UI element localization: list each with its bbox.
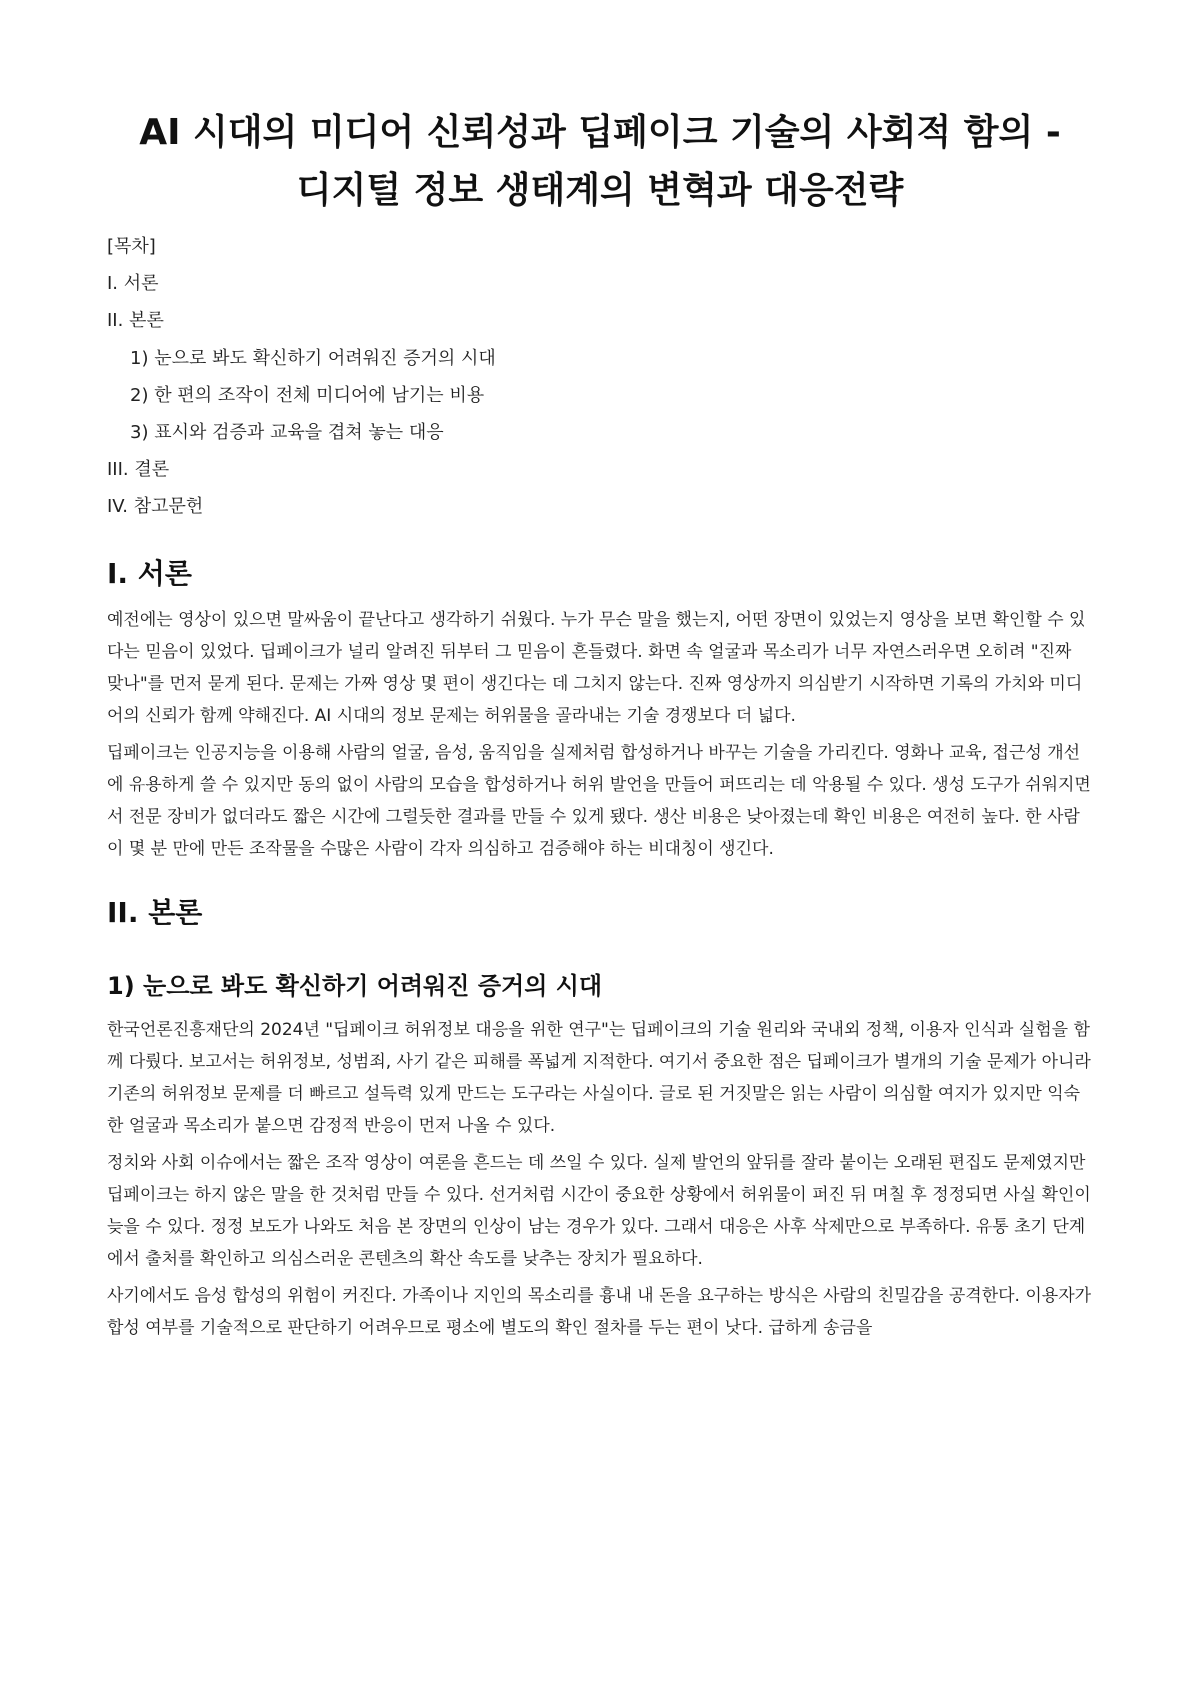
paragraph: 정치와 사회 이슈에서는 짧은 조작 영상이 여론을 흔드는 데 쓰일 수 있다. 실제 발언의 앞뒤를 잘라 붙이는 오래된 편집도 문제였지만 딥페이크는 하지 않은 말을 한 것처럼 만들 수 있다. 선거처럼 시간이 중요한 상황에서 허위물이 퍼진 뒤 며칠 후 정정되면 사실 확인이 늦을 수 있다. 정정 보도가 나와도 처음 본 장면의 인상이 남는 경우가 있다. 그래서 대응은 사후 삭제만으로 부족하다. 유통 초기 단계에서 출처를 확인하고 의심스러운 콘텐츠의 확산 속도를 낮추는 장치가 필요하다. [107,1152,1091,1269]
toc-item-body-2: 2) 한 편의 조작이 전체 미디어에 남기는 비용 [130,384,485,406]
toc-item-body-1: 1) 눈으로 봐도 확신하기 어려워진 증거의 시대 [130,347,496,369]
toc-item-body-3: 3) 표시와 검증과 교육을 겹쳐 놓는 대응 [130,422,444,444]
paragraph: 한국언론진흥재단의 2024년 "딥페이크 허위정보 대응을 위한 연구"는 딥페이크의 기술 원리와 국내외 정책, 이용자 인식과 실험을 함께 다뤘다. 보고서는 허위정보, 성범죄, 사기 같은 피해를 폭넓게 지적한다. 여기서 중요한 점은 딥페이크가 별개의 기술 문제가 아니라 기존의 허위정보 문제를 더 빠르고 설득력 있게 만드는 도구라는 사실이다. 글로 된 거짓말은 읽는 사람이 의심할 여지가 있지만 익숙한 얼굴과 목소리가 붙으면 감정적 반응이 먼저 나올 수 있다. [107,1019,1091,1136]
paragraph: 사기에서도 음성 합성의 위험이 커진다. 가족이나 지인의 목소리를 흉내 내 돈을 요구하는 방식은 사람의 친밀감을 공격한다. 이용자가 합성 여부를 기술적으로 판단하기 어려우므로 평소에 별도의 확인 절차를 두는 편이 낫다. 급하게 송금을 [107,1285,1092,1338]
subsection-heading: 1) 눈으로 봐도 확신하기 어려워진 증거의 시대 [107,971,603,1000]
section-body [107,893,1093,1344]
document-title: AI 시대의 미디어 신뢰성과 딥페이크 기술의 사회적 함의 - 디지털 정보 생태계의 변혁과 대응전략 [139,112,1061,211]
table-of-contents [107,228,1093,526]
paragraph: 딥페이크는 인공지능을 이용해 사람의 얼굴, 음성, 움직임을 실제처럼 합성하거나 바꾸는 기술을 가리킨다. 영화나 교육, 접근성 개선에 유용하게 쓸 수 있지만 동의 없이 사람의 모습을 합성하거나 허위 발언을 만들어 퍼뜨리는 데 악용될 수 있다. 생성 도구가 쉬워지면서 전문 장비가 없더라도 짧은 시간에 그럴듯한 결과를 만들 수 있게 됐다. 생산 비용은 낮아졌는데 확인 비용은 여전히 높다. 한 사람이 몇 분 만에 만든 조작물을 수많은 사람이 각자 의심하고 검증해야 하는 비대칭이 생긴다. [107,742,1091,859]
subsection-body-1 [107,968,1093,1344]
section-introduction [107,554,1093,865]
toc-heading: [목차] [107,236,156,257]
paragraph: 예전에는 영상이 있으면 말싸움이 끝난다고 생각하기 쉬웠다. 누가 무슨 말을 했는지, 어떤 장면이 있었는지 영상을 보면 확인할 수 있다는 믿음이 있었다. 딥페이크가 널리 알려진 뒤부터 그 믿음이 흔들렸다. 화면 속 얼굴과 목소리가 너무 자연스러우면 오히려 "진짜 맞나"를 먼저 묻게 된다. 문제는 가짜 영상 몇 편이 생긴다는 데 그치지 않는다. 진짜 영상까지 의심받기 시작하면 기록의 가치와 미디어의 신뢰가 함께 약해진다. AI 시대의 정보 문제는 허위물을 골라내는 기술 경쟁보다 더 넓다. [107,609,1086,726]
toc-item-conclusion: III. 결론 [107,459,170,481]
toc-item-references: IV. 참고문헌 [107,496,204,518]
toc-item-body: II. 본론 [107,310,164,332]
toc-item-introduction: I. 서론 [107,273,159,295]
section-heading-body: II. 본론 [107,895,203,929]
section-heading-introduction: I. 서론 [107,556,192,590]
